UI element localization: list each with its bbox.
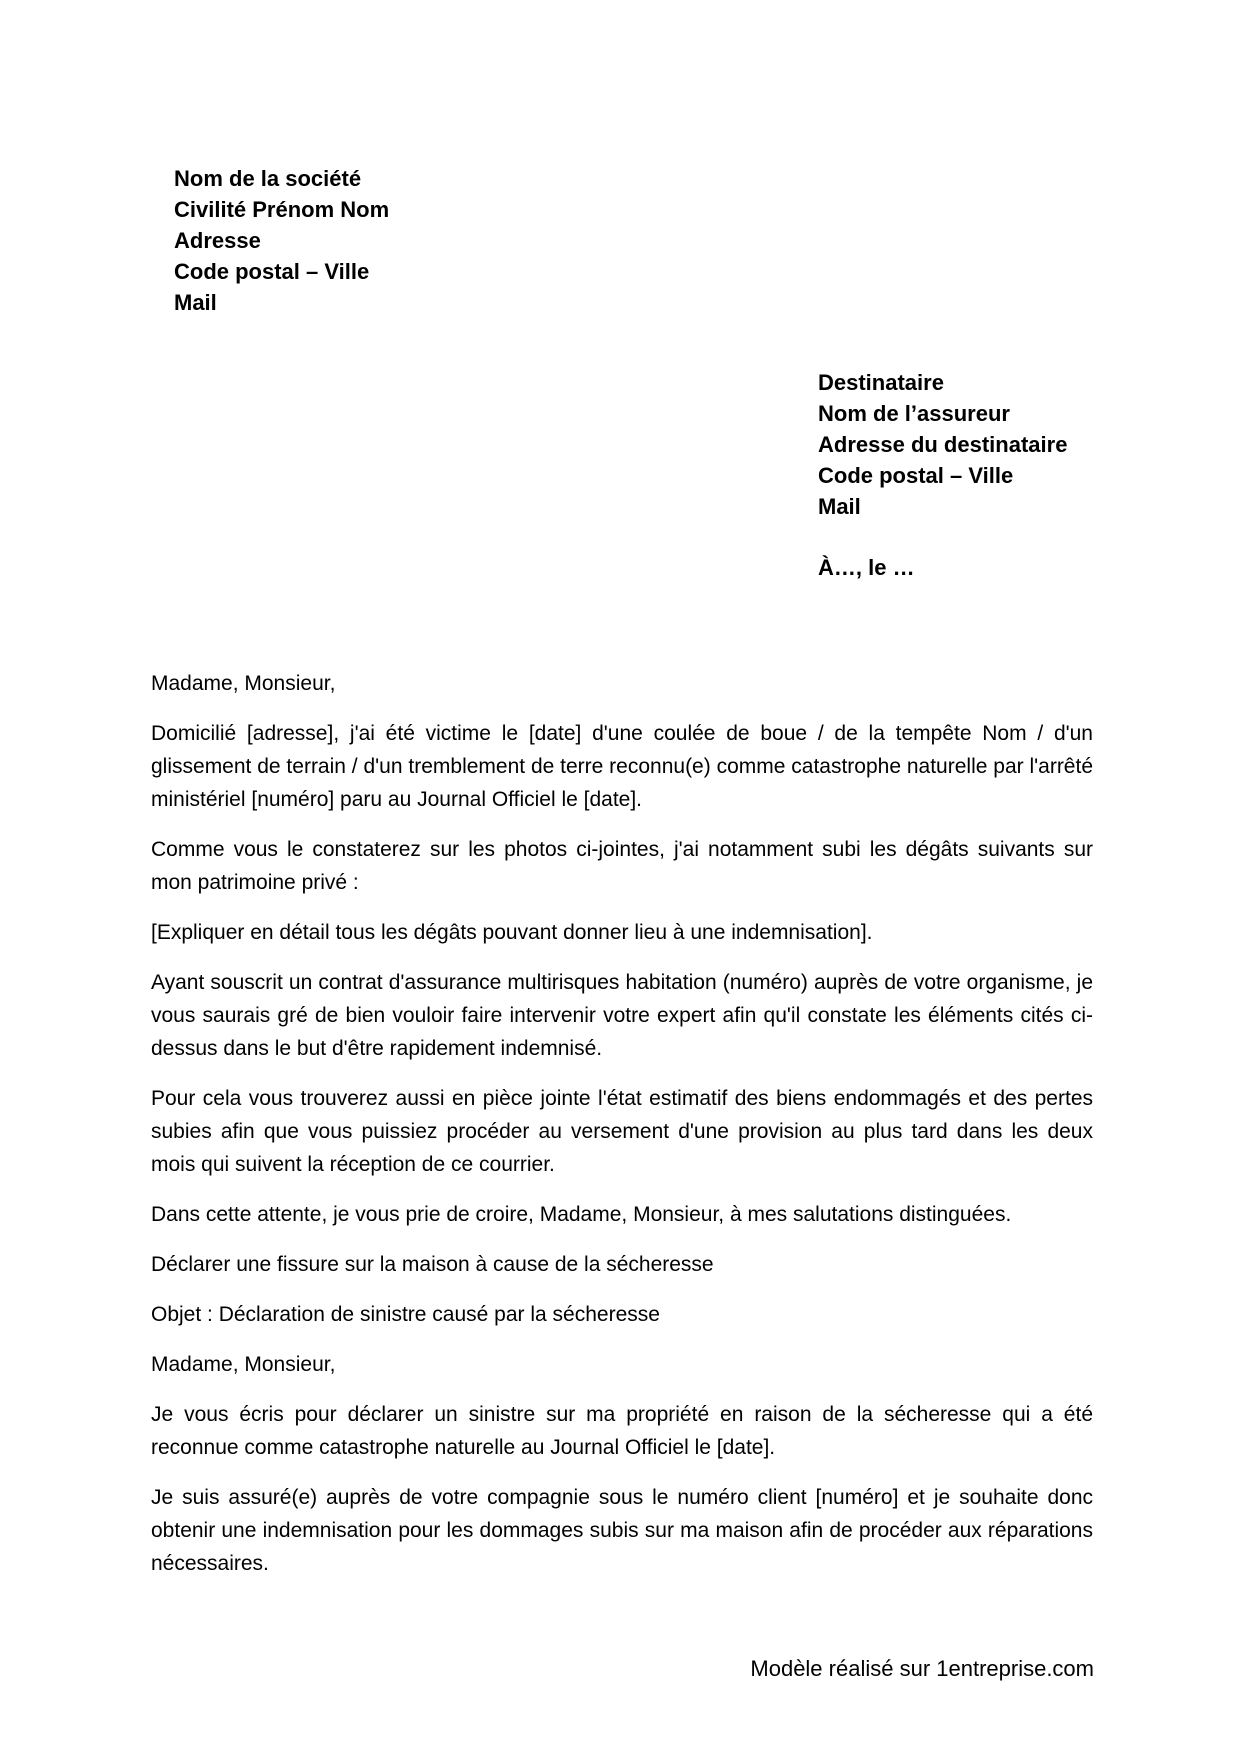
letter2-salutation: Madame, Monsieur, bbox=[151, 1353, 336, 1376]
letter1-paragraph-4: Ayant souscrit un contrat d'assurance multirisques habitation (numéro) auprès de votre organisme, je vous saurais gré de bien vouloir faire intervenir votre expert afin qu'il constate les éléments cités ci-dessus dans le but d'être rapidement indemnisé. bbox=[151, 971, 1093, 1060]
letter2-object: Objet : Déclaration de sinistre causé par la sécheresse bbox=[151, 1303, 660, 1326]
letter2-paragraph-1: Je vous écris pour déclarer un sinistre sur ma propriété en raison de la sécheresse qui a été reconnue comme catastrophe naturelle au Journal Officiel le [date]. bbox=[151, 1403, 1093, 1459]
sender-address: Adresse bbox=[174, 228, 261, 253]
sender-name: Civilité Prénom Nom bbox=[174, 197, 390, 222]
recipient-postal-city: Code postal – Ville bbox=[818, 463, 1014, 488]
recipient-mail: Mail bbox=[818, 494, 861, 519]
recipient-block bbox=[818, 367, 1067, 522]
sender-mail: Mail bbox=[174, 290, 217, 315]
letter2-paragraph-2: Je suis assuré(e) auprès de votre compagnie sous le numéro client [numéro] et je souhaite donc obtenir une indemnisation pour les dommages subis sur ma maison afin de procéder aux réparations nécessaires. bbox=[151, 1486, 1093, 1575]
letter-body bbox=[151, 667, 1093, 1597]
sender-company: Nom de la société bbox=[174, 166, 362, 191]
letter1-paragraph-1: Domicilié [adresse], j'ai été victime le [date] d'une coulée de boue / de la tempête Nom / d'un glissement de terrain / d'un tremblement de terre reconnu(e) comme catastrophe naturelle par l'arrêté ministériel [numéro] paru au Journal Officiel le [date]. bbox=[151, 722, 1093, 811]
letter1-salutation: Madame, Monsieur, bbox=[151, 672, 336, 695]
sender-block bbox=[174, 163, 389, 318]
place-date-line: À…, le … bbox=[818, 555, 915, 580]
letter1-paragraph-3: [Expliquer en détail tous les dégâts pouvant donner lieu à une indemnisation]. bbox=[151, 921, 873, 944]
sender-postal-city: Code postal – Ville bbox=[174, 259, 370, 284]
letter1-closing: Dans cette attente, je vous prie de croire, Madame, Monsieur, à mes salutations distinguées. bbox=[151, 1203, 1012, 1226]
recipient-address: Adresse du destinataire bbox=[818, 432, 1068, 457]
letter1-paragraph-5: Pour cela vous trouverez aussi en pièce jointe l'état estimatif des biens endommagés et des pertes subies afin que vous puissiez procéder au versement d'une provision au plus tard dans les deux mois qui suivent la réception de ce courrier. bbox=[151, 1087, 1093, 1176]
letter1-paragraph-2: Comme vous le constaterez sur les photos ci-jointes, j'ai notamment subi les dégâts suivants sur mon patrimoine privé : bbox=[151, 838, 1093, 894]
footer-credit: Modèle réalisé sur 1entreprise.com bbox=[750, 1656, 1094, 1681]
letter2-heading: Déclarer une fissure sur la maison à cause de la sécheresse bbox=[151, 1253, 714, 1276]
recipient-insurer: Nom de l’assureur bbox=[818, 401, 1010, 426]
recipient-label: Destinataire bbox=[818, 370, 944, 395]
